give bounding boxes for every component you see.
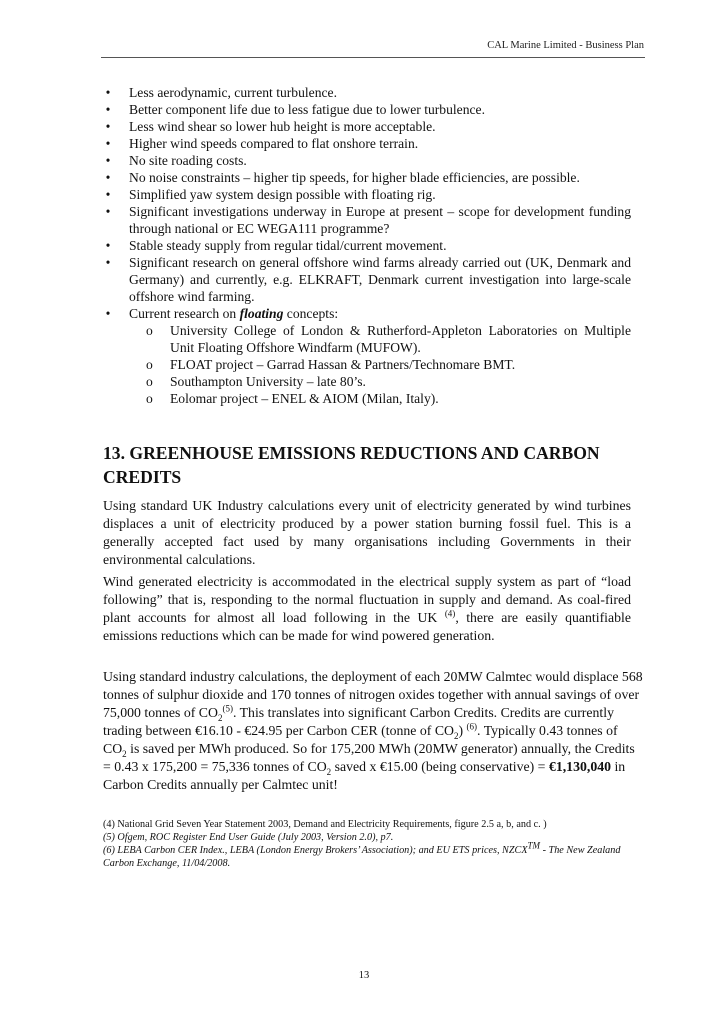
- sublist-item: [129, 390, 631, 407]
- list-item: [103, 169, 631, 186]
- paragraph-carbon-credits: [103, 668, 643, 794]
- sublist-item-text: FLOAT project – Garrad Hassan & Partners/Technomare BMT.: [170, 357, 516, 372]
- paragraph-text: ): [458, 723, 467, 738]
- footnote-6: [103, 840, 643, 870]
- subscript: 2: [122, 748, 127, 759]
- bullet-icon: •: [105, 255, 111, 270]
- circle-bullet-icon: o: [146, 374, 153, 389]
- footnote-5: [103, 831, 643, 844]
- paragraph-text: Wind generated electricity is accommodated in the electrical supply system as part of “load following” that is, responding to the normal fluctuation in supply and demand. As coal-fired plant accounts for almost all load following in the UK: [103, 574, 631, 625]
- paragraph-text: saved x €15.00 (being conservative) =: [331, 759, 549, 774]
- advantages-list: [103, 84, 631, 407]
- list-item-text: No noise constraints – higher tip speeds, for higher blade efficiencies, are possible.: [129, 170, 580, 185]
- paragraph-displacement: Using standard UK Industry calculations every unit of electricity generated by wind turbines displaces a unit of electricity produced by a power station burning fossil fuel. This is a generally accepted fact used by many organisations including Governments in their environmental calculations.: [103, 498, 631, 567]
- footnote-text: - The New Zealand Carbon Exchange, 11/04/2008.: [103, 845, 621, 869]
- bullet-icon: •: [105, 204, 111, 219]
- list-item-text: Significant investigations underway in Europe at present – scope for development funding through national or EC WEGA111 programme?: [129, 204, 631, 236]
- paragraph-text: Using standard industry calculations, the deployment of each 20MW Calmtec would displace 568 tonnes of sulphur dioxide and 170 tonnes of nitrogen oxides together with annual savings of over 75,000 tonnes of CO: [103, 669, 643, 720]
- page-header: CAL Marine Limited - Business Plan: [487, 40, 644, 51]
- list-item: [103, 101, 631, 118]
- credits-total: €1,130,040: [548, 759, 612, 774]
- bullet-icon: •: [105, 102, 111, 117]
- list-item: [103, 254, 631, 305]
- list-item-text: Better component life due to less fatigue due to lower turbulence.: [129, 102, 485, 117]
- research-suffix: concepts:: [283, 306, 339, 321]
- circle-bullet-icon: o: [146, 357, 153, 372]
- list-item: [103, 84, 631, 101]
- list-item: [103, 237, 631, 254]
- footnote-ref: (6): [466, 721, 478, 732]
- bullet-icon: •: [105, 85, 111, 100]
- list-item: [103, 152, 631, 169]
- paragraph-text: in Carbon Credits annually per Calmtec unit!: [103, 759, 626, 792]
- list-item: [103, 203, 631, 237]
- paragraph-text: . Typically 0.43 tonnes of CO: [103, 723, 618, 756]
- list-item-text: Significant research on general offshore wind farms already carried out (UK, Denmark and Germany) and currently, e.g. ELKRAFT, Denmark current investigation into large-scale offshore wind farming.: [129, 255, 631, 304]
- bullet-icon: •: [105, 187, 111, 202]
- list-item-text: Less wind shear so lower hub height is more acceptable.: [129, 119, 436, 134]
- bullet-icon: •: [105, 119, 111, 134]
- trademark: TM: [527, 840, 541, 851]
- sublist-item: [129, 356, 631, 373]
- footnotes: [103, 818, 643, 870]
- circle-bullet-icon: o: [146, 323, 153, 338]
- subscript: 2: [326, 766, 332, 777]
- footnote-text: (5) Ofgem, ROC Register End User Guide (July 2003, Version 2.0), p7.: [103, 832, 394, 843]
- bullet-icon: •: [105, 238, 111, 253]
- header-divider: [101, 57, 645, 58]
- research-prefix: Current research on: [129, 306, 240, 321]
- list-item: [103, 135, 631, 152]
- sublist-item-text: University College of London & Rutherford-Appleton Laboratories on Multiple Unit Floating Offshore Windfarm (MUFOW).: [170, 323, 631, 355]
- list-item-text: No site roading costs.: [129, 153, 247, 168]
- list-item-text: Simplified yaw system design possible with floating rig.: [129, 187, 436, 202]
- research-emphasis: floating: [239, 306, 284, 321]
- bullet-icon: •: [105, 153, 111, 168]
- sublist-item: [129, 322, 631, 356]
- paragraph-text: . This translates into significant Carbon Credits. Credits are currently trading between €16.10 - €24.95 per Carbon CER (tonne of CO: [103, 705, 614, 738]
- subscript: 2: [454, 730, 459, 741]
- list-item: [103, 186, 631, 203]
- page-number: 13: [358, 970, 370, 981]
- bullet-icon: •: [105, 136, 111, 151]
- paragraph-text: , there are easily quantifiable emissions reductions which can be made for wind powered generation.: [103, 610, 631, 643]
- research-sublist: [129, 322, 631, 407]
- bullet-icon: •: [105, 306, 111, 321]
- section-heading: 13. GREENHOUSE EMISSIONS REDUCTIONS AND CARBON CREDITS: [103, 443, 600, 487]
- list-item-current-research: [103, 305, 631, 407]
- sublist-item: [129, 373, 631, 390]
- footnote-ref: (5): [222, 703, 233, 714]
- paragraph-load-following: [103, 573, 631, 645]
- list-item-text: Higher wind speeds compared to flat onshore terrain.: [129, 136, 419, 151]
- sublist-item-text: Eolomar project – ENEL & AIOM (Milan, Italy).: [170, 391, 439, 406]
- footnote-4: (4) National Grid Seven Year Statement 2003, Demand and Electricity Requirements, figure 2.5 a, b, and c. ): [103, 819, 547, 830]
- subscript: 2: [217, 712, 223, 723]
- footnote-text: (6) LEBA Carbon CER Index., LEBA (London Energy Brokers’ Association); and EU ETS prices, NZCX: [103, 845, 528, 856]
- footnote-ref: (4): [444, 608, 456, 619]
- list-item: [103, 118, 631, 135]
- sublist-item-text: Southampton University – late 80’s.: [170, 374, 366, 389]
- bullet-icon: •: [105, 170, 111, 185]
- list-item-text: Less aerodynamic, current turbulence.: [129, 85, 337, 100]
- circle-bullet-icon: o: [146, 391, 153, 406]
- list-item-text: Stable steady supply from regular tidal/current movement.: [129, 238, 447, 253]
- paragraph-text: is saved per MWh produced. So for 175,200 MWh (20MW generator) annually, the Credits = 0.43 x 175,200 = 75,336 tonnes of CO: [103, 741, 635, 774]
